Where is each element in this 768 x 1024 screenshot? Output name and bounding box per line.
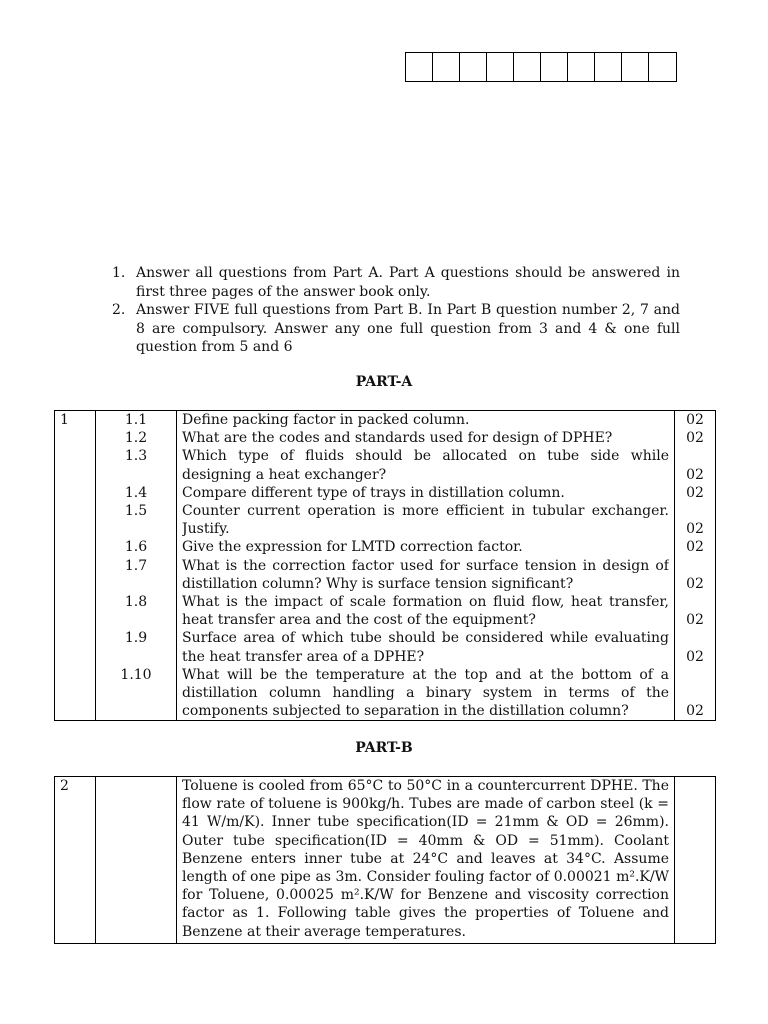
subquestion-number: 1.6	[124, 539, 148, 556]
subquestion-number: 1.5	[124, 502, 148, 519]
instruction-number: 2.	[112, 302, 126, 318]
usn-box	[460, 53, 487, 81]
marks-value: 02	[686, 521, 704, 538]
marks-column	[675, 777, 716, 944]
subquestion-text: What is the correction factor used for surface tension in design of distillation column? Why is surface tension significant?	[182, 557, 669, 592]
main-question-number: 1	[55, 411, 96, 721]
subquestion-text: What is the impact of scale formation on fluid flow, heat transfer, heat transfer area and the cost of the equipment?	[182, 593, 669, 629]
marks-column	[675, 411, 716, 721]
marks-value: 02	[686, 466, 704, 483]
marks-value: 02	[686, 612, 704, 629]
usn-box	[406, 53, 433, 81]
part-a-table	[54, 410, 716, 721]
part-a-title: PART-A	[355, 374, 413, 390]
subquestion-text: Compare different type of trays in distillation column.	[182, 484, 565, 501]
subquestion-number: 1.8	[124, 593, 148, 610]
subquestion-text: Define packing factor in packed column.	[182, 412, 470, 428]
subquestion-text: What are the codes and standards used for design of DPHE?	[182, 430, 613, 447]
usn-box	[487, 53, 514, 81]
usn-box	[649, 53, 676, 81]
marks-value: 02	[686, 539, 704, 556]
marks-value: 02	[686, 703, 704, 720]
subquestion-number: 1.7	[124, 557, 148, 574]
usn-box	[541, 53, 568, 81]
subquestion-text: Surface area of which tube should be considered while evaluating the heat transfer area of a DPHE?	[182, 630, 669, 665]
marks-value: 02	[686, 484, 704, 501]
usn-box	[568, 53, 595, 81]
instruction-text: Answer FIVE full questions from Part B. In Part B question number 2, 7 and 8 are compulsory. Answer any one full question from 3 and 4 & one full question from 5 and 6	[136, 302, 680, 355]
subquestion-number: 1.1	[124, 412, 148, 428]
subquestion-numbers	[96, 411, 177, 721]
usn-boxes	[405, 52, 677, 82]
instruction-number: 1.	[112, 265, 126, 281]
subquestion-number: 1.4	[124, 484, 148, 501]
subquestion-number	[96, 777, 177, 944]
marks-value: 02	[686, 411, 704, 428]
marks-value: 02	[686, 430, 704, 447]
subquestion-number: 1.10	[120, 666, 152, 683]
subquestion-text: Counter current operation is more efficient in tubular exchanger. Justify.	[182, 502, 669, 538]
usn-box	[514, 53, 541, 81]
subquestion-number: 1.9	[124, 630, 148, 647]
instruction-item	[110, 301, 680, 357]
usn-box	[595, 53, 622, 81]
subquestion-text: Which type of fluids should be allocated on tube side while designing a heat exchanger?	[182, 448, 669, 483]
marks-value: 02	[686, 575, 704, 592]
subquestion-number: 1.3	[124, 448, 148, 465]
subquestion-text: What will be the temperature at the top and at the bottom of a distillation column handling a binary system in terms of the components subjected to separation in the distillation column?	[182, 666, 669, 720]
usn-box	[433, 53, 460, 81]
subquestion-texts	[177, 411, 675, 721]
main-question-number: 2	[55, 777, 96, 944]
subquestion-number: 1.2	[124, 430, 148, 447]
part-b-table	[54, 776, 716, 944]
question-text: Toluene is cooled from 65°C to 50°C in a countercurrent DPHE. The flow rate of toluene is 900kg/h. Tubes are made of carbon steel (k = 41 W/m/K). Inner tube specification(ID = 21mm & OD = 26mm). Outer tube specification(ID = 40mm & OD = 51mm). Coolant Benzene enters inner tube at 24°C and leaves at 34°C. Assume length of one pipe as 3m. Consider fouling factor of 0.00021 m².K/W for Toluene, 0.00025 m².K/W for Benzene and viscosity correction factor as 1. Following table gives the properties of Toluene and Benzene at their average temperatures.	[177, 777, 675, 944]
part-b-title: PART-B	[355, 740, 413, 756]
instruction-item	[110, 264, 680, 301]
instructions-list	[110, 264, 680, 357]
instruction-text: Answer all questions from Part A. Part A questions should be answered in first three pages of the answer book only.	[136, 265, 680, 300]
marks-value: 02	[686, 648, 704, 665]
usn-box	[622, 53, 649, 81]
subquestion-text: Give the expression for LMTD correction factor.	[182, 539, 523, 556]
